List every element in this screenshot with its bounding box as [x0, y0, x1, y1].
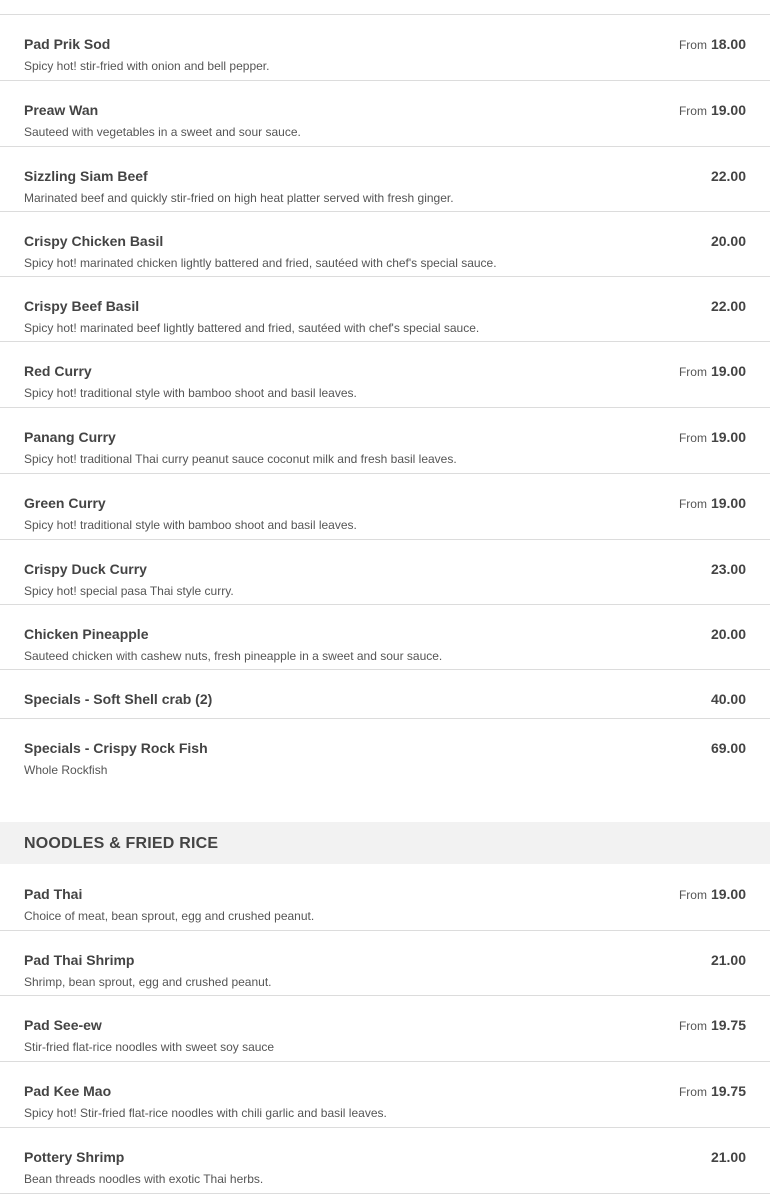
item-price [679, 36, 746, 54]
price-value: 19.75 [710, 1083, 746, 1099]
item-name: Pad See-ew [24, 1017, 102, 1033]
price-from-label: From [678, 365, 707, 379]
menu-item-crispy-rock-fish[interactable] [0, 719, 770, 799]
item-description: Spicy hot! traditional Thai curry peanut sauce coconut milk and fresh basil leaves. [24, 452, 457, 466]
item-price [707, 691, 746, 709]
price-value: 19.00 [710, 429, 746, 445]
menu-item-pad-kee-mao[interactable] [0, 1062, 770, 1128]
price-from-label: From [678, 1085, 707, 1099]
price-value: 19.00 [710, 886, 746, 902]
menu-item-preaw-wan[interactable] [0, 81, 770, 147]
price-value: 22.00 [710, 298, 746, 314]
item-price [679, 495, 746, 513]
item-description: Spicy hot! Stir-fried flat-rice noodles with chili garlic and basil leaves. [24, 1106, 387, 1120]
item-price [679, 1083, 746, 1101]
price-value: 20.00 [710, 233, 746, 249]
price-from-label: From [678, 888, 707, 902]
item-description: Sauteed with vegetables in a sweet and sour sauce. [24, 125, 301, 139]
item-name: Chicken Pineapple [24, 626, 149, 642]
item-price [679, 363, 746, 381]
item-name: Panang Curry [24, 429, 116, 445]
item-name: Sizzling Siam Beef [24, 168, 148, 184]
item-description: Spicy hot! traditional style with bamboo shoot and basil leaves. [24, 518, 357, 532]
menu-item-pad-prik-sod[interactable] [0, 15, 770, 81]
menu-section-1 [0, 15, 770, 799]
item-name: Pottery Shrimp [24, 1149, 125, 1165]
item-description: Spicy hot! traditional style with bamboo shoot and basil leaves. [24, 386, 357, 400]
menu-item-panang-curry[interactable] [0, 408, 770, 474]
item-description: Spicy hot! stir-fried with onion and bell pepper. [24, 59, 270, 73]
item-price [707, 952, 746, 970]
item-name: Pad Kee Mao [24, 1083, 112, 1099]
item-name: Pad Thai [24, 886, 83, 902]
item-price [679, 886, 746, 904]
item-price [707, 168, 746, 186]
item-name: Pad Prik Sod [24, 36, 111, 52]
price-from-label: From [678, 431, 707, 445]
price-from-label: From [678, 497, 707, 511]
item-price [707, 1149, 746, 1167]
price-value: 19.00 [710, 363, 746, 379]
menu-item-pad-thai[interactable] [0, 865, 770, 931]
section-title: NOODLES & FRIED RICE [24, 835, 219, 852]
item-description: Sauteed chicken with cashew nuts, fresh pineapple in a sweet and sour sauce. [24, 649, 443, 663]
item-name: Crispy Beef Basil [24, 298, 140, 314]
price-value: 23.00 [710, 561, 746, 577]
item-name: Crispy Chicken Basil [24, 233, 164, 249]
item-description: Spicy hot! marinated chicken lightly battered and fried, sautéed with chef's special sauce. [24, 256, 497, 270]
menu-item-crispy-chicken-basil[interactable] [0, 212, 770, 277]
price-value: 19.75 [710, 1017, 746, 1033]
item-description: Marinated beef and quickly stir-fried on high heat platter served with fresh ginger. [24, 191, 454, 205]
item-price [679, 429, 746, 447]
menu-item-sizzling-siam-beef[interactable] [0, 147, 770, 212]
item-description: Bean threads noodles with exotic Thai herbs. [24, 1172, 264, 1186]
item-price [707, 626, 746, 644]
item-description: Choice of meat, bean sprout, egg and crushed peanut. [24, 909, 315, 923]
price-value: 21.00 [710, 1149, 746, 1165]
item-name: Preaw Wan [24, 102, 99, 118]
price-value: 19.00 [710, 102, 746, 118]
item-price [707, 561, 746, 579]
item-name: Red Curry [24, 363, 92, 379]
menu-item-crispy-beef-basil[interactable] [0, 277, 770, 342]
price-value: 19.00 [710, 495, 746, 511]
item-price [707, 740, 746, 758]
item-price [679, 1017, 746, 1035]
item-name: Green Curry [24, 495, 106, 511]
price-value: 69.00 [710, 740, 746, 756]
price-from-label: From [678, 104, 707, 118]
section-header-noodles [0, 822, 770, 864]
price-value: 22.00 [710, 168, 746, 184]
item-name: Crispy Duck Curry [24, 561, 147, 577]
item-price [707, 298, 746, 316]
price-value: 18.00 [710, 36, 746, 52]
menu-item-pad-see-ew[interactable] [0, 996, 770, 1062]
price-value: 20.00 [710, 626, 746, 642]
menu-item-green-curry[interactable] [0, 474, 770, 540]
menu-item-chicken-pineapple[interactable] [0, 605, 770, 670]
item-description: Stir-fried flat-rice noodles with sweet soy sauce [24, 1040, 275, 1054]
menu-item-red-curry[interactable] [0, 342, 770, 408]
price-value: 21.00 [710, 952, 746, 968]
item-name: Specials - Soft Shell crab (2) [24, 691, 213, 707]
item-description: Spicy hot! marinated beef lightly battered and fried, sautéed with chef's special sauce. [24, 321, 480, 335]
price-from-label: From [678, 1019, 707, 1033]
menu-section-2 [0, 865, 770, 1194]
item-description: Shrimp, bean sprout, egg and crushed peanut. [24, 975, 272, 989]
menu-item-pottery-shrimp[interactable] [0, 1128, 770, 1194]
item-description: Spicy hot! special pasa Thai style curry. [24, 584, 234, 598]
item-price [679, 102, 746, 120]
menu-item-soft-shell-crab[interactable] [0, 670, 770, 719]
menu-item-crispy-duck-curry[interactable] [0, 540, 770, 605]
item-price [707, 233, 746, 251]
item-name: Specials - Crispy Rock Fish [24, 740, 208, 756]
item-description: Whole Rockfish [24, 763, 108, 777]
price-value: 40.00 [710, 691, 746, 707]
menu-item-pad-thai-shrimp[interactable] [0, 931, 770, 996]
price-from-label: From [678, 38, 707, 52]
item-name: Pad Thai Shrimp [24, 952, 135, 968]
